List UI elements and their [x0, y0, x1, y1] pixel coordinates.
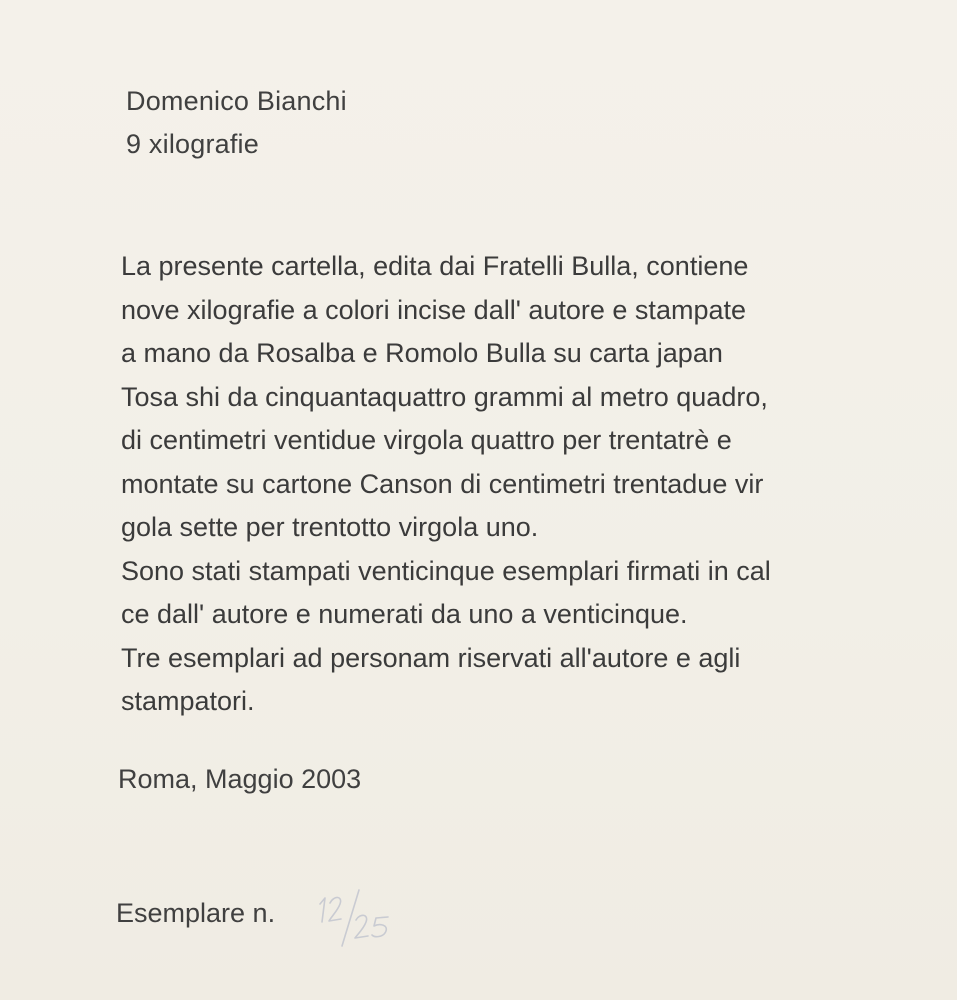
colophon-line: gola sette per trentotto virgola uno. — [121, 512, 539, 542]
place-and-date: Roma, Maggio 2003 — [118, 764, 362, 794]
colophon-line: Tre esemplari ad personam riservati all'autore e agli — [121, 642, 741, 673]
colophon-line: Sono stati stampati venticinque esemplari firmati in cal — [121, 555, 771, 586]
portfolio-subtitle: 9 xilografie — [126, 129, 259, 159]
colophon-line: La presente cartella, edita dai Fratelli Bulla, contiene — [121, 251, 749, 281]
colophon-line: montate su cartone Canson di centimetri trentadue vir — [121, 468, 764, 499]
colophon-line: stampatori. — [121, 686, 255, 716]
colophon-text — [121, 245, 891, 724]
colophon-line: ce dall' autore e numerati da uno a venticinque. — [121, 599, 688, 629]
author-name: Domenico Bianchi — [126, 86, 347, 116]
copy-number-label: Esemplare n. — [116, 898, 276, 928]
colophon-line: nove xilografie a colori incise dall' autore e stampate — [121, 294, 746, 325]
colophon-line: a mano da Rosalba e Romolo Bulla su carta japan — [121, 338, 723, 368]
handwritten-copy-number — [312, 886, 402, 948]
title-block — [126, 80, 347, 166]
colophon-line: di centimetri ventidue virgola quattro per trentatrè e — [121, 425, 732, 455]
colophon-line: Tosa shi da cinquantaquattro grammi al metro quadro, — [121, 381, 768, 412]
